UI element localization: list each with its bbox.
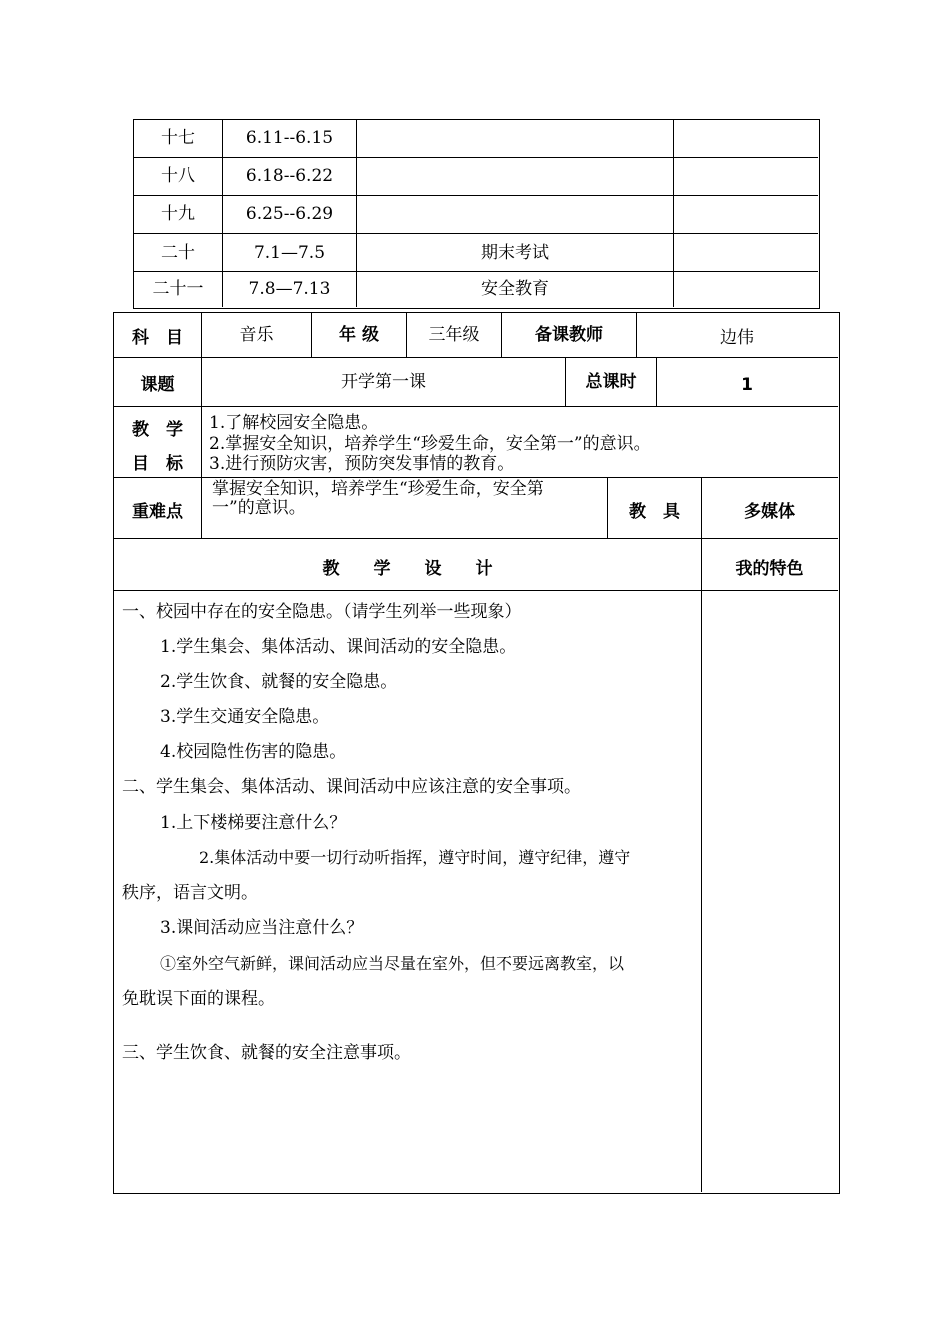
subject-value: 音乐 [239, 325, 274, 345]
week-cell: 十七 [161, 128, 195, 148]
design-line: 三、学生饮食、就餐的安全注意事项。 [122, 1043, 411, 1063]
key-points-label: 重难点 [132, 502, 183, 522]
goal-item: 2.掌握安全知识，培养学生“珍爱生命，安全第一”的意识。 [209, 434, 651, 454]
design-line: 1.上下楼梯要注意什么？ [160, 813, 347, 833]
feature-header: 我的特色 [735, 559, 804, 579]
design-line: 4.校园隐性伤害的隐患。 [160, 742, 347, 762]
date-cell: 6.18--6.22 [245, 166, 334, 186]
date-cell: 6.25--6.29 [245, 204, 334, 224]
design-line: 1.学生集会、集体活动、课间活动的安全隐患。 [160, 637, 517, 657]
design-line: 一、校园中存在的安全隐患。（请学生列举一些现象） [122, 602, 522, 622]
week-cell: 十八 [161, 166, 195, 186]
design-line: 2.学生饮食、就餐的安全隐患。 [160, 672, 398, 692]
content-cell: 安全教育 [481, 279, 549, 299]
design-line: 免耽误下面的课程。 [122, 989, 275, 1009]
lesson-divider [113, 357, 838, 358]
goals-label-line1: 教 学 [132, 420, 183, 440]
goal-item: 1.了解校园安全隐患。 [209, 413, 379, 433]
goals-label-line2: 目 标 [132, 454, 183, 474]
topic-value: 开学第一课 [341, 372, 426, 392]
goal-item: 3.进行预防灾害，预防突发事情的教育。 [209, 454, 515, 474]
lesson-divider [113, 406, 838, 407]
date-cell: 6.11--6.15 [245, 128, 334, 148]
date-cell: 7.1—7.5 [253, 243, 326, 263]
lesson-divider [113, 477, 838, 478]
lesson-divider [201, 312, 202, 538]
lesson-divider [701, 477, 702, 1192]
grade-label: 年 级 [339, 325, 379, 345]
design-line: 3.学生交通安全隐患。 [160, 707, 330, 727]
lesson-divider [113, 590, 838, 591]
key-points-line: 一”的意识。 [212, 498, 306, 518]
teacher-label: 备课教师 [535, 325, 603, 345]
key-points-line: 掌握安全知识，培养学生“珍爱生命，安全第 [212, 479, 544, 499]
lesson-divider [113, 538, 838, 539]
date-cell: 7.8—7.13 [248, 279, 331, 299]
hours-label: 总课时 [585, 372, 637, 392]
hours-value: 1 [741, 375, 753, 395]
design-line: 2.集体活动中要一切行动听指挥，遵守时间，遵守纪律，遵守 [199, 848, 631, 867]
content-cell: 期末考试 [481, 243, 549, 263]
teacher-value: 边伟 [720, 328, 754, 348]
week-cell: 十九 [161, 204, 195, 224]
grade-value: 三年级 [428, 325, 480, 345]
subject-label: 科 目 [132, 328, 183, 348]
tools-label: 教 具 [629, 502, 680, 522]
week-cell: 二十一 [152, 279, 204, 299]
design-line: 二、学生集会、集体活动、课间活动中应该注意的安全事项。 [122, 777, 581, 797]
design-line: ①室外空气新鲜，课间活动应当尽量在室外，但不要远离教室，以 [160, 954, 625, 973]
tools-value: 多媒体 [744, 502, 795, 522]
topic-label: 课题 [140, 375, 175, 395]
design-line: 3.课间活动应当注意什么？ [160, 918, 364, 938]
week-cell: 二十 [161, 243, 195, 263]
design-header: 教 学 设 计 [322, 559, 493, 579]
design-line: 秩序，语言文明。 [122, 883, 258, 903]
